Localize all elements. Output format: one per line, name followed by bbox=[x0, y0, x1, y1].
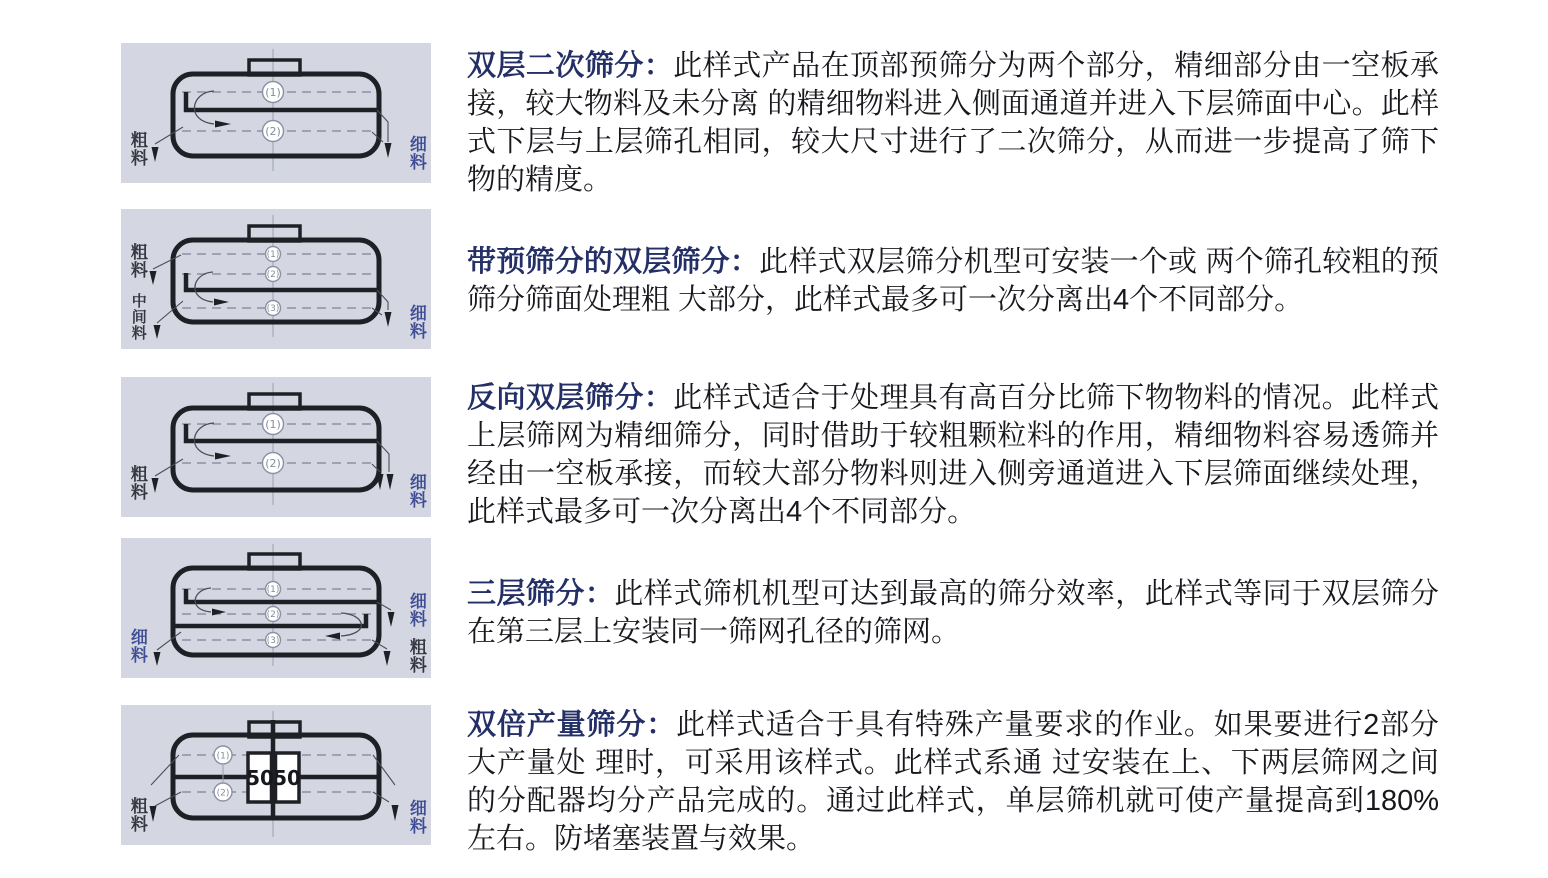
fine-outlet-arrow-icon bbox=[154, 652, 161, 666]
section-4-paragraph bbox=[467, 575, 1439, 651]
diagram-panel-5 bbox=[121, 705, 431, 845]
deck-number-2: (2) bbox=[266, 270, 280, 280]
material-label-middle: 中间料 bbox=[129, 293, 147, 341]
section-5-body: 此样式适合于具有特殊产量要求的作业。如果要进行2部分大产量处 理时，可采用该样式。此样式系通 过安装在上、下两层筛网之间的分配器均分产品完成的。通过此样式，单层筛机就可使产量提高到180%左右。防堵塞装置与效果。 bbox=[467, 709, 1439, 855]
screen-machine-diagram-4 bbox=[121, 538, 431, 678]
section-3-colon: ： bbox=[643, 382, 674, 414]
blind-deck-line bbox=[186, 273, 377, 290]
flow-arrow-icon bbox=[215, 121, 231, 128]
fine-outlet-arrow-icon bbox=[388, 612, 395, 627]
deck-number-2: (2) bbox=[266, 610, 280, 620]
deck-number-1: (1) bbox=[216, 751, 230, 762]
material-label-coarse: 粗料 bbox=[127, 797, 147, 833]
section-2-paragraph bbox=[467, 243, 1439, 319]
screen-machine-diagram-5 bbox=[121, 705, 431, 845]
deck-number-2: (2) bbox=[265, 457, 281, 470]
section-3-paragraph bbox=[467, 379, 1439, 531]
material-label-coarse: 粗料 bbox=[127, 131, 147, 167]
coarse-outlet-arrow-icon bbox=[152, 478, 159, 493]
section-5-paragraph bbox=[467, 706, 1439, 858]
screen-machine-diagram-2 bbox=[121, 209, 431, 349]
return-flow-arc bbox=[195, 272, 213, 302]
screen-machine-diagram-1 bbox=[121, 43, 431, 183]
section-3-title: 反向双层筛分 bbox=[467, 382, 644, 414]
splitter-value-right: 50 bbox=[273, 766, 301, 790]
leader-line-left bbox=[155, 459, 183, 476]
deck-number-1: (1) bbox=[265, 86, 281, 99]
material-label-fine: 细料 bbox=[406, 473, 426, 509]
material-label-fine: 细料 bbox=[406, 135, 426, 171]
section-1-title: 双层二次筛分 bbox=[467, 50, 644, 82]
fine-outlet-arrow-icon bbox=[387, 474, 394, 490]
material-label-fine: 细料 bbox=[406, 799, 426, 835]
leader-line-left-top bbox=[153, 255, 181, 269]
fine-outlet-arrow-icon bbox=[385, 312, 392, 327]
material-label-fine: 细料 bbox=[127, 628, 147, 664]
return-flow-arc bbox=[194, 91, 214, 124]
coarse-outlet-arrow-icon bbox=[152, 147, 159, 162]
leader-line-left-2 bbox=[155, 792, 181, 806]
material-label-fine: 细料 bbox=[406, 304, 426, 340]
material-label-fine: 细料 bbox=[406, 592, 426, 628]
flow-arrow-icon bbox=[215, 453, 231, 460]
diagram-panel-1 bbox=[121, 43, 431, 183]
material-label-coarse: 粗料 bbox=[127, 465, 147, 501]
section-2-title: 带预筛分的双层筛分 bbox=[467, 246, 730, 278]
section-1-colon: ： bbox=[643, 50, 674, 82]
coarse-outlet-arrow-icon bbox=[150, 806, 157, 822]
diagram-panel-4 bbox=[121, 538, 431, 678]
section-4-body: 此样式筛机机型可达到最高的筛分效率，此样式等同于双层筛分在第三层上安装同一筛网孔径的筛网。 bbox=[467, 578, 1439, 648]
diagram-panel-3 bbox=[121, 377, 431, 517]
flow-arrow-icon bbox=[325, 633, 340, 640]
section-2-colon: ： bbox=[729, 246, 760, 278]
deck-number-2: (2) bbox=[216, 788, 230, 799]
middle-outlet-arrow-icon bbox=[154, 325, 161, 339]
deck-number-1: (1) bbox=[266, 250, 280, 260]
coarse-outlet-arrow-icon bbox=[384, 651, 391, 666]
section-1-body: 此样式产品在顶部预筛分为两个部分，精细部分由一空板承接，较大物料及未分离 的精细物料进入侧面通道并进入下层筛面中心。此样式下层与上层筛孔相同，较大尺寸进行了二次筛分，从而进一步提高了筛下物的精度。 bbox=[467, 50, 1439, 196]
splitter-value-left: 50 bbox=[246, 766, 274, 790]
section-5-title: 双倍产量筛分 bbox=[467, 709, 647, 741]
section-5-colon: ： bbox=[646, 709, 677, 741]
section-4-colon: ： bbox=[584, 578, 615, 610]
blind-deck-line-upper bbox=[186, 589, 377, 602]
material-label-coarse: 粗料 bbox=[406, 638, 426, 674]
section-1-paragraph bbox=[467, 47, 1439, 199]
leader-line-left bbox=[155, 127, 183, 144]
fine-outlet-arrow-icon bbox=[392, 805, 399, 821]
flow-arrow-icon bbox=[214, 299, 229, 306]
section-4-title: 三层筛分 bbox=[467, 578, 585, 610]
deck-number-1: (1) bbox=[265, 418, 281, 431]
leader-line-right-1 bbox=[373, 755, 395, 785]
material-label-coarse: 粗料 bbox=[127, 243, 147, 279]
diagram-panel-2 bbox=[121, 209, 431, 349]
deck-number-3: (3) bbox=[266, 636, 280, 646]
deck-number-3: (3) bbox=[266, 304, 280, 314]
fine-outlet-arrow-icon bbox=[385, 143, 392, 158]
coarse-outlet-arrow-icon bbox=[150, 271, 157, 285]
deck-number-1: (1) bbox=[266, 585, 280, 595]
deck-number-2: (2) bbox=[265, 125, 281, 138]
section-3-body: 此样式适合于处理具有高百分比筛下物物料的情况。此样式上层筛网为精细筛分，同时借助于较粗颗粒料的作用，精细物料容易透筛并经由一空板承接，而较大部分物料则进入侧旁通道进入下层筛面继续处理，此样式最多可一次分离出4个不同部分。 bbox=[467, 382, 1439, 528]
screen-machine-diagram-3 bbox=[121, 377, 431, 517]
section-2-body: 此样式双层筛分机型可安装一个或 两个筛孔较粗的预筛分筛面处理粗 大部分，此样式最多可一次分离出4个不同部分。 bbox=[467, 246, 1439, 316]
